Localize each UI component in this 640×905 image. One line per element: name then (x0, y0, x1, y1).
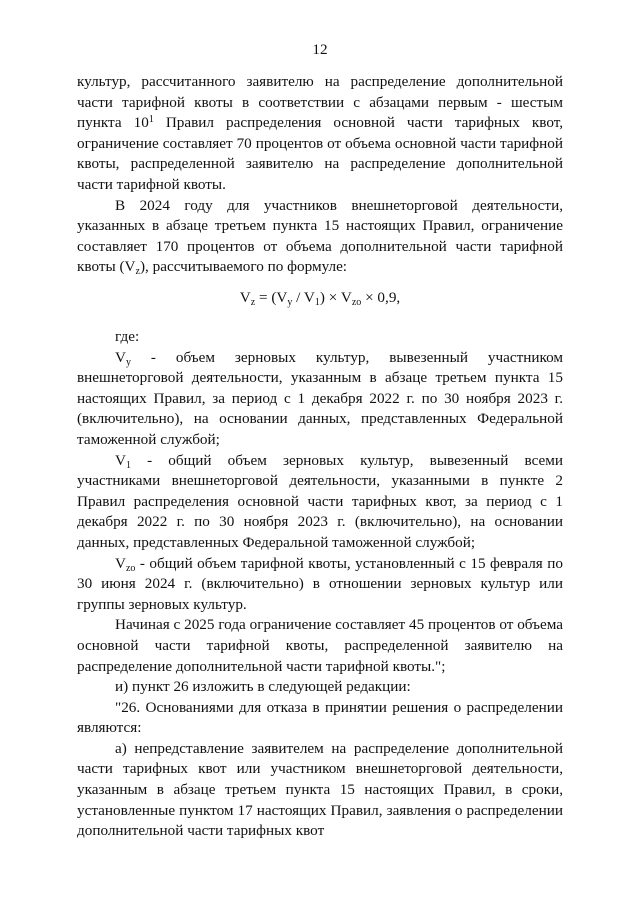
text-block-bottom (77, 327, 563, 842)
paragraph-2024: В 2024 году для участников внешнеторговой деятельности, указанных в абзаце третьем пункта 15 настоящих Правил, ограничение составляет 170 процентов от объема дополнительной части тарифной квоты $(V_z)$, рассчитываемого по формуле: (77, 196, 563, 278)
paragraph-26-a: а) непредставление заявителем на распределение дополнительной части тарифных квот или участником внешнеторговой деятельности, указанным в абзаце третьем пункта 15 настоящих Правил, в сроки, установленные пунктом 17 настоящих Правил, заявления о распределении дополнительной части тарифных квот (77, 739, 563, 840)
paragraph-2025: Начиная с 2025 года ограничение составляет 45 процентов от объема основной части тарифной квоты, распределенной заявителю на распределение дополнительной части тарифной квоты."; (77, 616, 563, 675)
definition-vy: $V_y$ - объем зерновых культур, вывезенный участником внешнеторговой деятельности, указанным в абзаце третьем пункта 15 настоящих Правил, за период с 1 декабря 2022 г. по 30 ноября 2023 г. (включительно), на основании данных, представленных Федеральной таможенной службой; (77, 348, 563, 448)
formula: $V_z = (V_y / V_1) \times V_{zo} \times 0,9$, (239, 289, 401, 308)
page-number: 12 (312, 41, 328, 58)
paragraph-26: "26. Основаниями для отказа в принятии решения о распределении являются: (77, 698, 563, 737)
paragraph-quota-limit: культур, рассчитанного заявителю на распределение дополнительной части тарифной квоты в соответствии с абзацами первым - шестым пункта $10^1$ Правил распределения основной части тарифных квот, ограничение составляет 70 процентов от объема основной части тарифной квоты, распределенной заявителю на распределение дополнительной части тарифной квоты. (77, 73, 564, 193)
superscript: 1 (148, 114, 154, 126)
paragraph-amendment: и) пункт 26 изложить в следующей редакции: (115, 678, 411, 696)
where-label: где: (115, 328, 140, 345)
text-block-top (77, 72, 563, 278)
definition-vzo: $V_{zo}$ - общий объем тарифной квоты, установленный с 15 февраля по 30 июня 2024 г. (включительно) в отношении зерновых культур или группы зерновых культур. (77, 554, 563, 613)
definition-v1: $V_1$ - общий объем зерновых культур, вывезенный всеми участниками внешнеторговой деятельности, указанными в пункте 2 Правил распределения основной части тарифных квот, за период с 1 декабря 2022 г. по 30 ноября 2023 г. (включительно), на основании данных, представленных Федеральной таможенной службой; (77, 451, 563, 551)
